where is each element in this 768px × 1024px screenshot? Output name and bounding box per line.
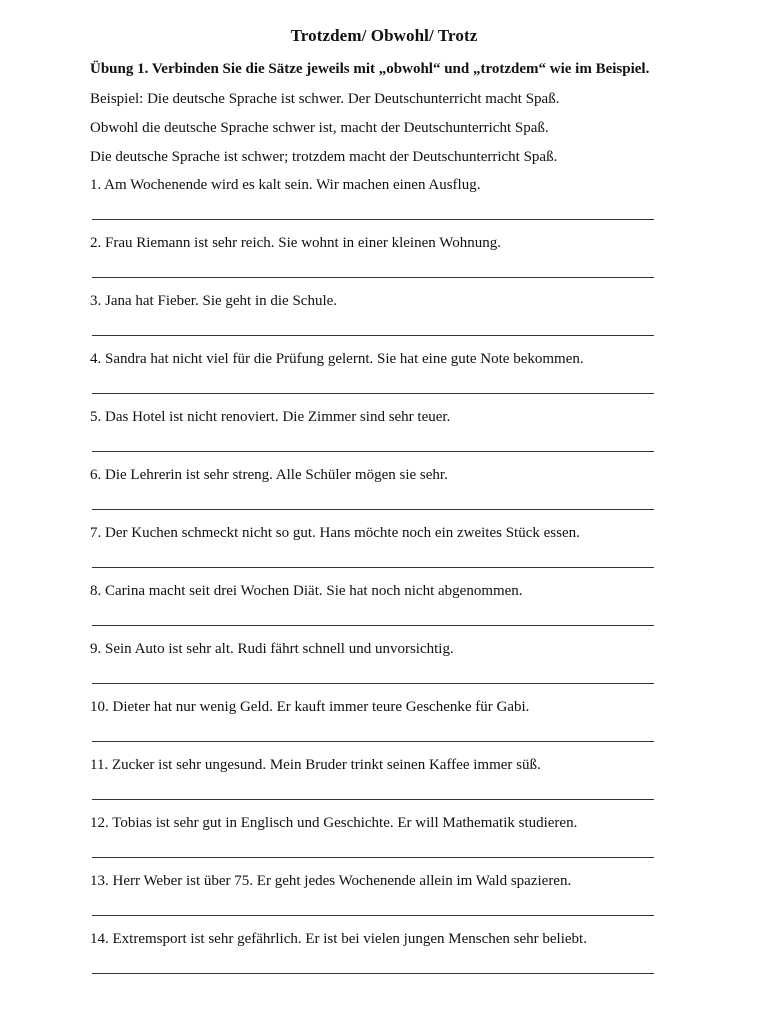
- exercise-sentence-1: 1. Am Wochenende wird es kalt sein. Wir machen einen Ausflug.: [90, 177, 481, 193]
- answer-line-11: [92, 799, 654, 800]
- exercise-sentence-10: 10. Dieter hat nur wenig Geld. Er kauft immer teure Geschenke für Gabi.: [90, 699, 530, 715]
- answer-line-6: [92, 509, 654, 510]
- answer-line-14: [92, 973, 654, 974]
- example-prompt: Beispiel: Die deutsche Sprache ist schwer. Der Deutschunterricht macht Spaß.: [90, 91, 560, 107]
- exercise-sentence-3: 3. Jana hat Fieber. Sie geht in die Schule.: [90, 293, 338, 309]
- answer-line-10: [92, 741, 654, 742]
- exercise-sentence-13: 13. Herr Weber ist über 75. Er geht jedes Wochenende allein im Wald spazieren.: [90, 873, 572, 889]
- exercise-sentence-6: 6. Die Lehrerin ist sehr streng. Alle Schüler mögen sie sehr.: [90, 467, 448, 483]
- exercise-sentence-9: 9. Sein Auto ist sehr alt. Rudi fährt schnell und unvorsichtig.: [90, 641, 454, 657]
- worksheet-title: Trotzdem/ Obwohl/ Trotz: [290, 26, 478, 45]
- example-answer-obwohl: Obwohl die deutsche Sprache schwer ist, macht der Deutschunterricht Spaß.: [90, 120, 549, 136]
- answer-line-13: [92, 915, 654, 916]
- example-answer-trotzdem: Die deutsche Sprache ist schwer; trotzdem macht der Deutschunterricht Spaß.: [90, 149, 558, 165]
- exercise-sentence-14: 14. Extremsport ist sehr gefährlich. Er ist bei vielen jungen Menschen sehr beliebt.: [90, 931, 587, 947]
- answer-line-7: [92, 567, 654, 568]
- answer-line-3: [92, 335, 654, 336]
- answer-line-9: [92, 683, 654, 684]
- exercise-sentence-8: 8. Carina macht seit drei Wochen Diät. Sie hat noch nicht abgenommen.: [90, 583, 523, 599]
- answer-line-2: [92, 277, 654, 278]
- answer-line-5: [92, 451, 654, 452]
- exercise-sentence-7: 7. Der Kuchen schmeckt nicht so gut. Hans möchte noch ein zweites Stück essen.: [90, 525, 580, 541]
- exercise-sentence-12: 12. Tobias ist sehr gut in Englisch und Geschichte. Er will Mathematik studieren.: [90, 815, 578, 831]
- answer-line-1: [92, 219, 654, 220]
- exercise-sentence-11: 11. Zucker ist sehr ungesund. Mein Bruder trinkt seinen Kaffee immer süß.: [90, 757, 541, 773]
- answer-line-12: [92, 857, 654, 858]
- answer-line-8: [92, 625, 654, 626]
- exercise-sentence-4: 4. Sandra hat nicht viel für die Prüfung gelernt. Sie hat eine gute Note bekommen.: [90, 351, 584, 367]
- exercise-instruction: Übung 1. Verbinden Sie die Sätze jeweils mit „obwohl“ und „trotzdem“ wie im Beispiel.: [90, 61, 650, 77]
- exercise-sentence-2: 2. Frau Riemann ist sehr reich. Sie wohnt in einer kleinen Wohnung.: [90, 235, 501, 251]
- exercise-sentence-5: 5. Das Hotel ist nicht renoviert. Die Zimmer sind sehr teuer.: [90, 409, 451, 425]
- answer-line-4: [92, 393, 654, 394]
